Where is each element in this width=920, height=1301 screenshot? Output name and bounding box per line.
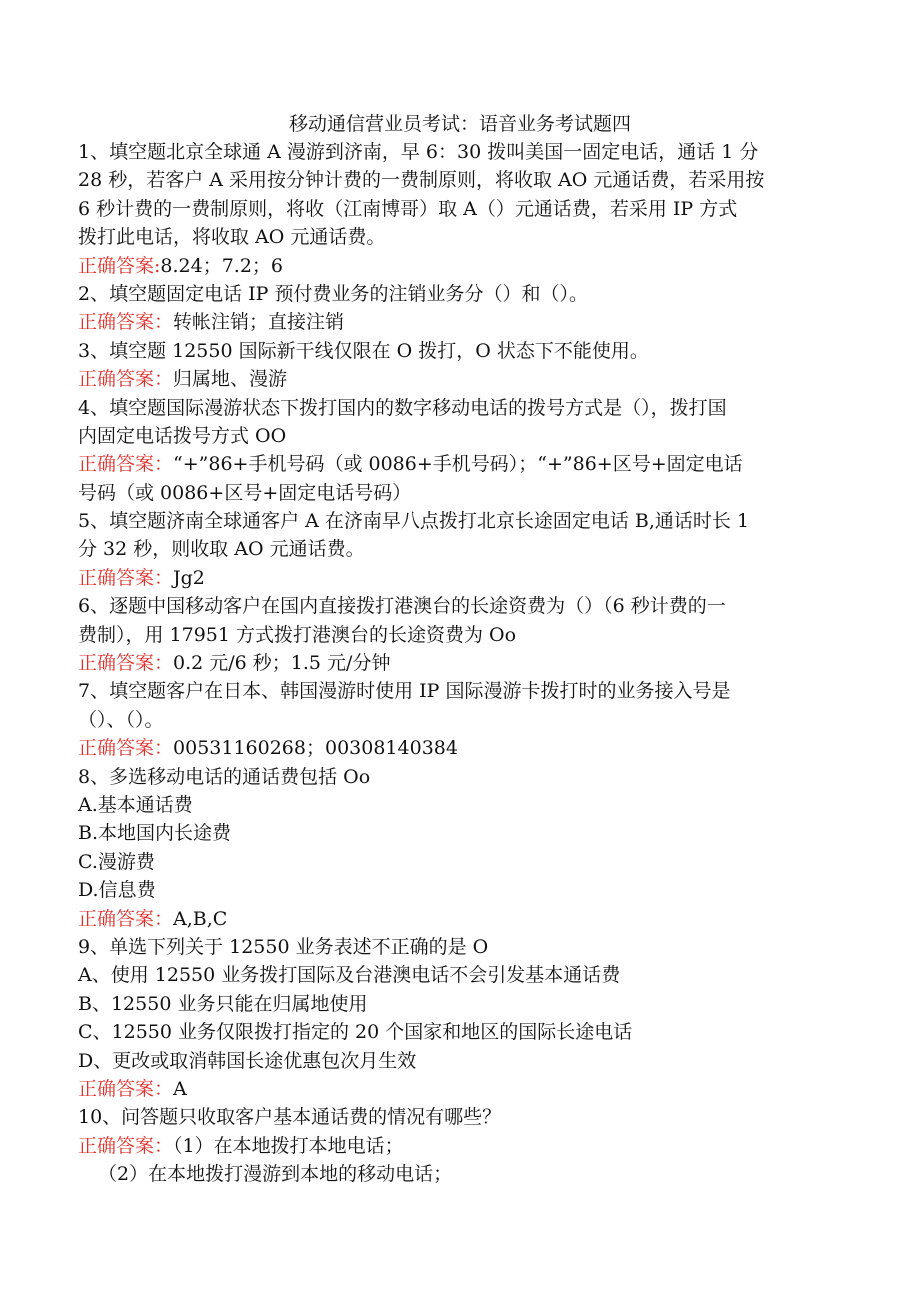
answer-line	[78, 1075, 848, 1103]
answer-value: （1）在本地拨打本地电话；	[173, 1134, 404, 1157]
question-4	[78, 394, 848, 508]
option-a: A.基本通话费	[78, 793, 193, 816]
question-9	[78, 933, 848, 1103]
answer-line	[78, 308, 848, 336]
option-a: A、使用 12550 业务拨打国际及台港澳电话不会引发基本通话费	[78, 964, 621, 987]
option-c: C.漫游费	[78, 850, 155, 873]
question-text-line: 1、填空题北京全球通 A 漫游到济南，早 6：30 拨叫美国一固定电话，通话 1 分	[78, 141, 759, 163]
question-text-line: 9、单选下列关于 12550 业务表述不正确的是 O	[78, 935, 489, 958]
question-text-line: 2、填空题固定电话 IP 预付费业务的注销业务分（）和（）。	[78, 282, 588, 305]
answer-value: 转帐注销；直接注销	[173, 311, 345, 334]
answer-label: 正确答案：	[78, 652, 174, 675]
page-title: 移动通信营业员考试：语音业务考试题四	[288, 113, 631, 135]
answer-value: “+”86+手机号码（或 0086+手机号码）；“+”86+区号+固定电话	[173, 453, 743, 476]
answer-continuation-line: 号码（或 0086+区号+固定电话号码）	[78, 481, 412, 504]
question-10	[78, 1103, 848, 1188]
option-c: C、12550 业务仅限拨打指定的 20 个国家和地区的国际长途电话	[78, 1021, 633, 1044]
question-text-line: 拨打此电话，将收取 AO 元通话费。	[78, 226, 386, 249]
answer-label: 正确答案：	[78, 453, 174, 476]
answer-label: 正确答案：	[78, 311, 174, 334]
answer-label: 正确答案：	[78, 907, 174, 930]
answer-value: 0.2 元/6 秒；1.5 元/分钟	[173, 652, 391, 675]
answer-line	[78, 734, 848, 762]
answer-label: 正确答案：	[78, 1077, 174, 1100]
question-text-line: 10、问答题只收取客户基本通话费的情况有哪些？	[78, 1106, 502, 1129]
question-text-line: 费制），用 17951 方式拨打港澳台的长途资费为 Oo	[78, 623, 517, 646]
option-d: D.信息费	[78, 879, 156, 902]
question-7	[78, 677, 848, 762]
answer-label: 正确答案：	[78, 737, 174, 760]
answer-value: A,B,C	[173, 907, 228, 930]
answer-value: 8.24；7.2；6	[160, 254, 284, 277]
answer-label: 正确答案：	[78, 1134, 174, 1157]
option-b: B、12550 业务只能在归属地使用	[78, 992, 368, 1015]
answer-value: 归属地、漫游	[173, 368, 288, 391]
answer-line	[78, 252, 848, 280]
question-1	[78, 138, 848, 280]
question-text-line: 3、填空题 12550 国际新干线仅限在 O 拨打，O 状态下不能使用。	[78, 339, 649, 362]
question-text-line: 分 32 秒，则收取 AO 元通话费。	[78, 538, 365, 561]
answer-label: 正确答案：	[78, 368, 174, 391]
question-text-line: 5、填空题济南全球通客户 A 在济南早八点拨打北京长途固定电话 B,通话时长 1	[78, 510, 750, 533]
answer-line	[78, 365, 848, 393]
question-text-line: （）、（）。	[78, 708, 164, 731]
answer-value: Jg2	[173, 566, 205, 589]
question-6	[78, 592, 848, 677]
answer-line	[78, 1132, 848, 1160]
answer-label: 正确答案：	[78, 566, 174, 589]
question-5	[78, 507, 848, 592]
question-text-line: 8、多选移动电话的通话费包括 Oo	[78, 765, 371, 788]
question-2	[78, 280, 848, 337]
answer-line	[78, 905, 848, 933]
answer-label: 正确答案:	[78, 254, 161, 277]
question-8	[78, 763, 848, 933]
question-text-line: 内固定电话拨号方式 OO	[78, 424, 287, 447]
question-text-line: 7、填空题客户在日本、韩国漫游时使用 IP 国际漫游卡拨打时的业务接入号是	[78, 680, 731, 703]
question-text-line: 28 秒，若客户 A 采用按分钟计费的一费制原则，将收取 AO 元通话费，若采用按	[78, 169, 765, 192]
question-list	[78, 138, 848, 1188]
option-d: D、更改或取消韩国长途优惠包次月生效	[78, 1049, 417, 1072]
question-text-line: 6、逐题中国移动客户在国内直接拨打港澳台的长途资费为（）（6 秒计费的一	[78, 595, 726, 618]
answer-line	[78, 564, 848, 592]
answer-line	[78, 450, 848, 478]
question-3	[78, 337, 848, 394]
answer-value: 00531160268；00308140384	[173, 737, 458, 760]
option-b: B.本地国内长途费	[78, 822, 232, 845]
question-text-line: 4、填空题国际漫游状态下拨打国内的数字移动电话的拨号方式是（），拨打国	[78, 396, 727, 419]
question-text-line: 6 秒计费的一费制原则，将收（江南博哥）取 A（）元通话费，若采用 IP 方式	[78, 197, 738, 220]
answer-continuation-line: （2）在本地拨打漫游到本地的移动电话；	[98, 1163, 453, 1186]
answer-line	[78, 649, 848, 677]
answer-value: A	[173, 1077, 187, 1100]
